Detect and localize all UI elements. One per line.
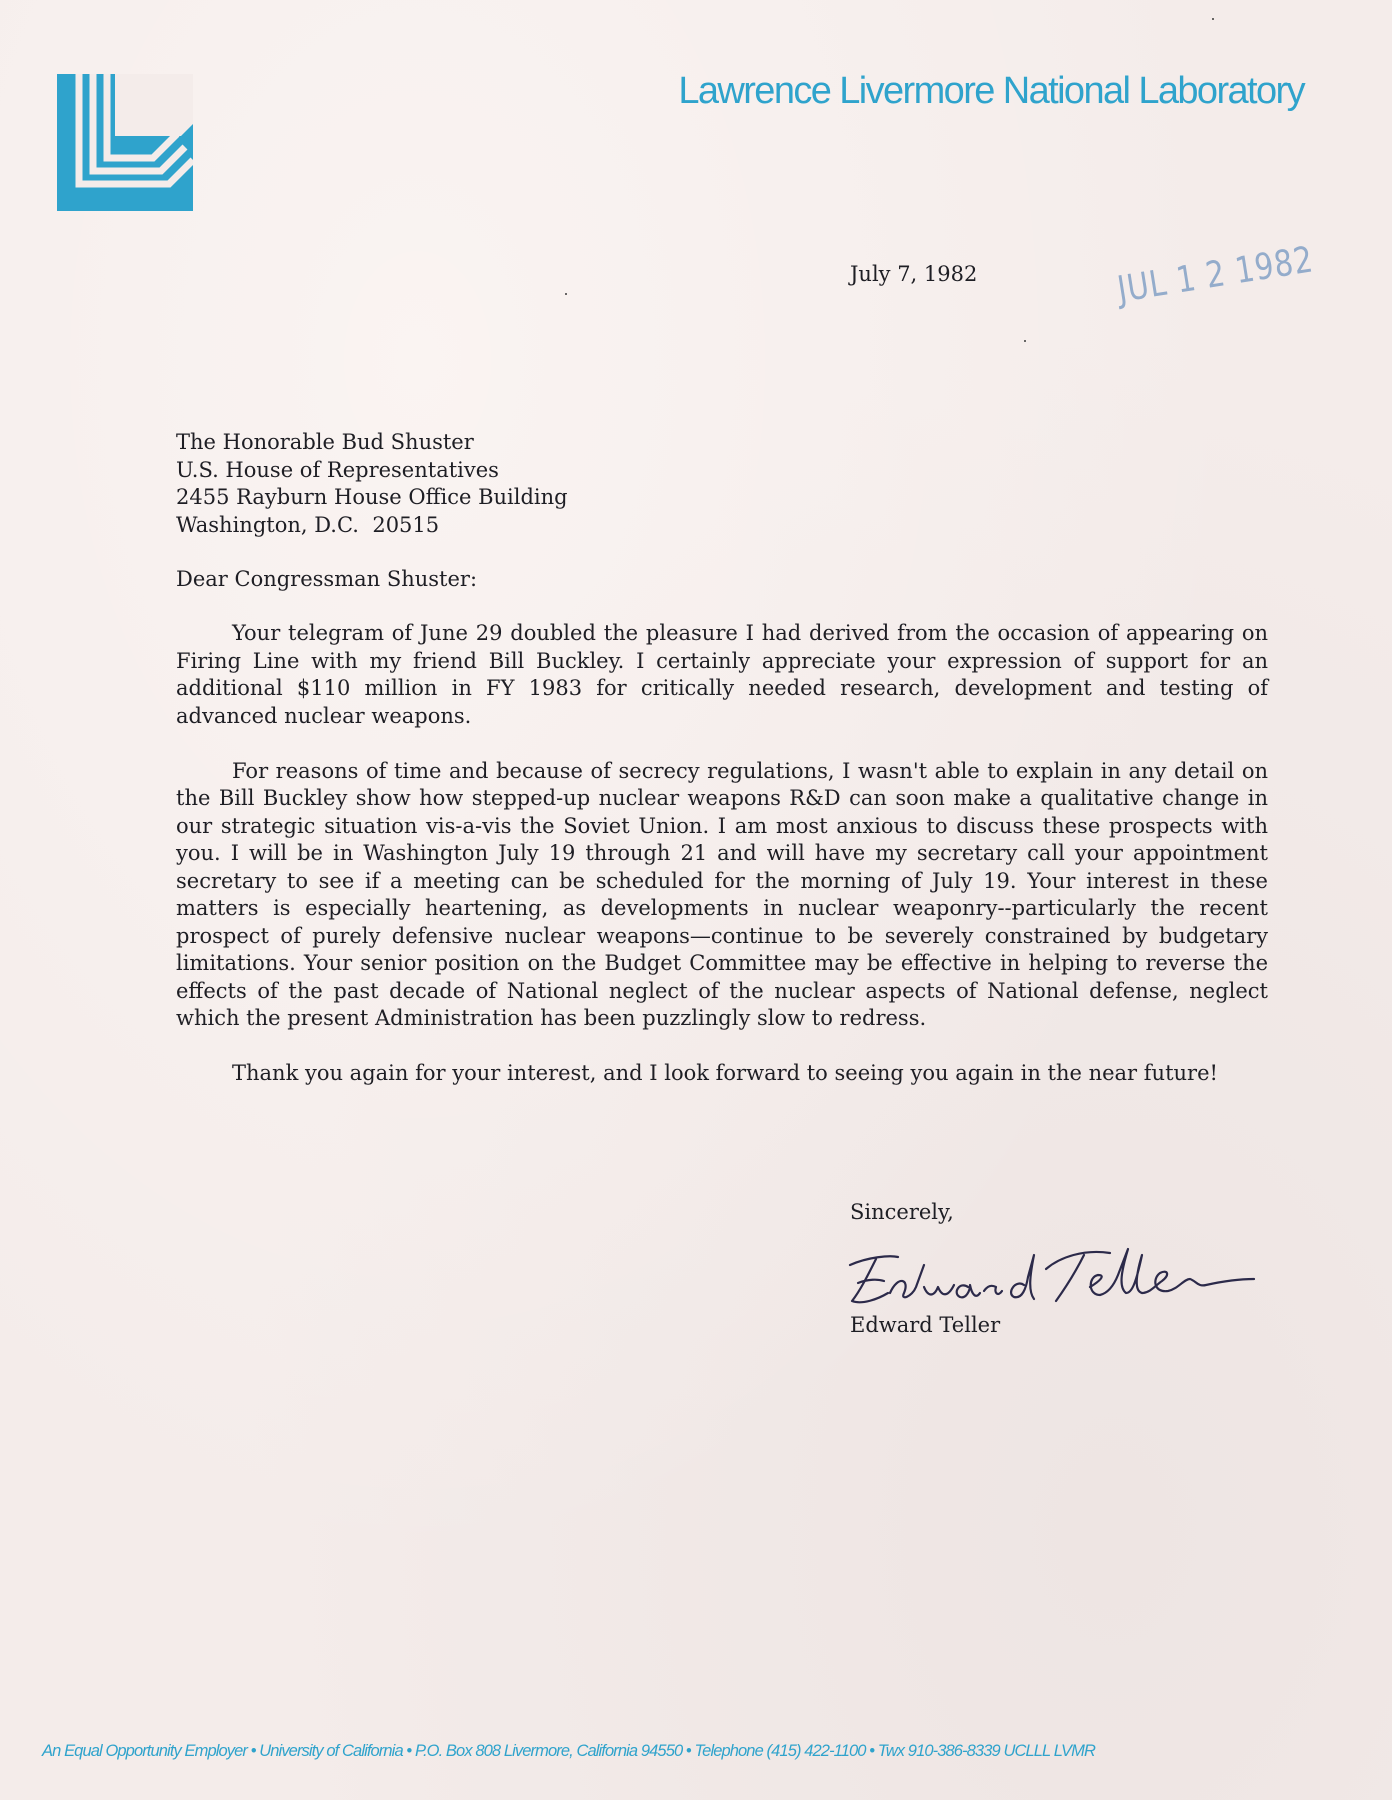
letter-date: July 7, 1982 — [850, 262, 978, 286]
organization-name: Lawrence Livermore National Laboratory — [678, 70, 1304, 112]
recipient-address — [176, 429, 568, 539]
recipient-street: 2455 Rayburn House Office Building — [176, 485, 568, 509]
lllnl-logo-icon — [57, 74, 193, 211]
paper-speck — [1212, 18, 1214, 20]
salutation: Dear Congressman Shuster: — [176, 567, 478, 591]
body-paragraph: Thank you again for your interest, and I look forward to seeing you again in the near future! — [232, 1061, 1218, 1085]
recipient-city: Washington, D.C. 20515 — [176, 512, 440, 537]
paper-speck — [565, 293, 567, 295]
handwritten-signature — [838, 1235, 1258, 1315]
body-paragraph: Your telegram of June 29 doubled the pleasure I had derived from the occasion of appearing on Firing Line with my friend Bill Buckley. I certainly appreciate your expression of support for an additional $110 million in FY 1983 for critically needed research, development and testing of advanced nuclear weapons. — [176, 621, 1268, 728]
paper-speck — [1024, 340, 1026, 342]
recipient-office: U.S. House of Representatives — [176, 457, 499, 482]
body-paragraph: For reasons of time and because of secrecy regulations, I wasn't able to explain in any detail on the Bill Buckley show how stepped-up nuclear weapons R&D can soon make a qualitative change in our strategic situation vis-a-vis the Soviet Union. I am most anxious to discuss these prospects with you. I will be in Washington July 19 through 21 and will have my secretary call your appointment secretary to see if a meeting can be scheduled for the morning of July 19. Your interest in these matters is especially heartening, as developments in nuclear weaponry--particularly the recent prospect of purely defensive nuclear weapons—continue to be severely constrained by budgetary limitations. Your senior position on the Budget Committee may be effective in helping to reverse the effects of the past decade of National neglect of the nuclear aspects of National defense, neglect which the present Administration has been puzzlingly slow to redress. — [176, 758, 1268, 1030]
closing: Sincerely, — [850, 1200, 954, 1224]
recipient-name: The Honorable Bud Shuster — [176, 430, 474, 454]
letter-body — [176, 620, 1268, 1115]
signer-name: Edward Teller — [850, 1313, 1001, 1337]
received-date-stamp: JUL 1 2 1982 — [1114, 239, 1317, 311]
letterhead-footer: An Equal Opportunity Employer • University of California • P.O. Box 808 Livermore, California 94550 • Telephone (415) 422-1100 • Twx 910-386-8339 UCLLL LVMR — [42, 1742, 1096, 1760]
